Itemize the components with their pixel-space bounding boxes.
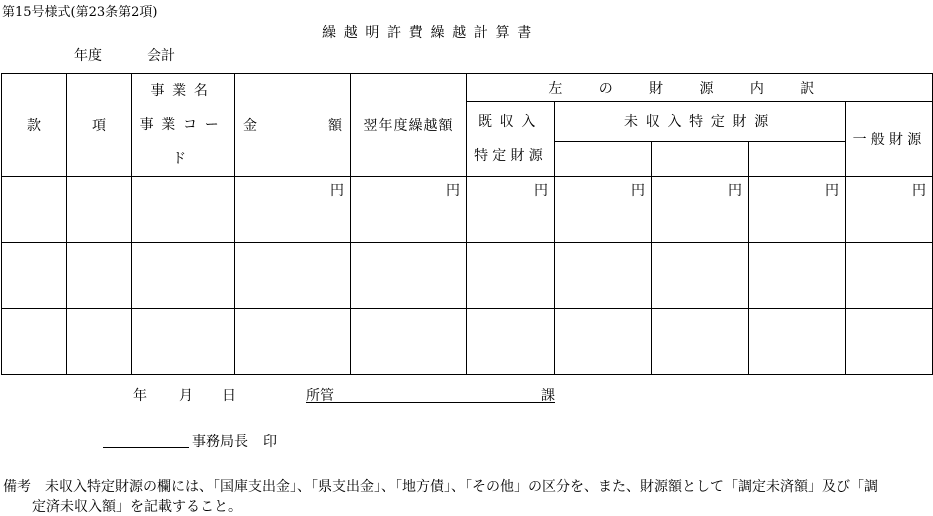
header-yokunendo: 翌年度繰越額 — [351, 74, 467, 177]
ka-label: 課 — [541, 388, 555, 404]
header-kishuunyu — [467, 102, 555, 177]
header-jigyo-code: 事業コード — [139, 117, 227, 167]
header-kishuunyu-line2: 特定財源 — [474, 148, 547, 164]
header-kingaku — [235, 74, 351, 177]
shokan-underline — [306, 402, 555, 403]
yen-unit: 円 — [652, 177, 749, 243]
header-kan: 款 — [2, 74, 67, 177]
mishuunyu-subcol-3 — [749, 141, 846, 176]
header-kingaku-left: 金 — [243, 118, 257, 134]
header-jigyo — [132, 74, 235, 177]
yen-unit: 円 — [846, 177, 933, 243]
header-zaigen-uchiwake: 左の財源内訳 — [467, 74, 933, 102]
yen-unit: 円 — [467, 177, 555, 243]
yen-unit: 円 — [351, 177, 467, 243]
mishuunyu-subcol-2 — [652, 141, 749, 176]
table-row — [2, 309, 933, 375]
yen-unit: 円 — [555, 177, 652, 243]
table-row — [2, 177, 933, 243]
mishuunyu-subcol-1 — [555, 141, 652, 176]
account-label: 会計 — [147, 48, 175, 64]
signature-title: 事務局長 — [192, 434, 248, 450]
shokan-label: 所管 — [306, 388, 334, 404]
form-number: 第15号様式(第23条第2項) — [2, 5, 158, 20]
yen-unit: 円 — [235, 177, 351, 243]
page-title: 繰越明許費繰越計算書 — [322, 25, 539, 41]
yen-unit: 円 — [749, 177, 846, 243]
note-label: 備考 — [3, 479, 31, 495]
header-kishuunyu-line1: 既収入 — [477, 114, 544, 130]
header-kingaku-right: 額 — [328, 118, 342, 134]
note-line-2: 定済未収入額」を記載すること。 — [32, 499, 242, 515]
table-row — [2, 243, 933, 309]
fiscal-year-label: 年度 — [74, 48, 102, 64]
date-month: 月 — [179, 388, 193, 404]
header-ippan: 一般財源 — [846, 102, 933, 177]
header-jigyo-mei: 事業名 — [150, 83, 216, 99]
header-mishuunyu: 未収入特定財源 — [555, 102, 846, 142]
seal-mark: 印 — [263, 434, 277, 450]
carryover-table — [1, 73, 933, 375]
signature-underline — [103, 447, 189, 448]
note-line-1: 未収入特定財源の欄には、「国庫支出金」、「県支出金」、「地方債」、「その他」の区分を、また、財源額として「調定未済額」及び「調 — [45, 479, 878, 495]
date-year: 年 — [133, 388, 147, 404]
header-kou: 項 — [67, 74, 132, 177]
date-day: 日 — [222, 388, 236, 404]
